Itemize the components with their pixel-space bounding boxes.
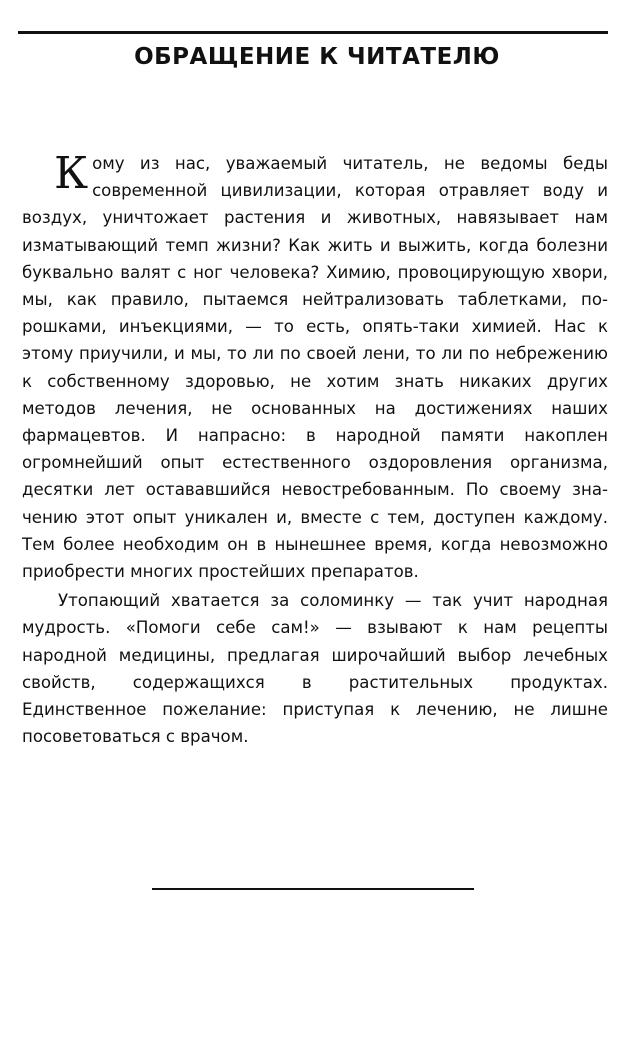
page-title: ОБРАЩЕНИЕ К ЧИТАТЕЛЮ — [134, 44, 500, 70]
paragraph-1-text: ому из нас, уважаемый читатель, не ведомы беды современной цивилизации, которая отравляет воду и воздух, уничтожает растения и животных, навязывает нам изматывающий темп жизни? Как жить и выжить, когда болезни буквально валят с ног человека? Химию, провоцирующую хвори, мы, как правило, пытаемся нейтрализовать таблетками, порошками, инъекциями, — то есть, опять-таки химией. Нас к этому приучили, и мы, то ли по своей лени, то ли по небрежению к собственному здоровью, не хотим знать никаких других методов лечения, не основанных на достижениях наших фармацевтов. И напрасно: в народной памяти накоплен огромнейший опыт естественного оздоровления организма, десятки лет остававшийся невостребованным. По своему значению этот опыт уникален и, вместе с тем, доступен каждому. Тем более необходим он в нынешнее время, когда невозможно приобрести многих простейших препаратов. — [22, 154, 608, 582]
bottom-rule — [152, 888, 474, 890]
paragraph-1 — [22, 150, 608, 585]
top-rule — [18, 31, 608, 34]
paragraph-2: Утопающий хватается за соломинку — так учит народная мудрость. «Помоги себе сам!» — взывают к нам рецепты народной медицины, предлагая широчайший выбор лечебных свойств, содержащихся в растительных продуктах. Единственное пожелание: приступая к лечению, не лишне посоветоваться с врачом. — [22, 591, 608, 747]
body-text — [22, 150, 608, 750]
drop-cap: К — [54, 148, 89, 199]
